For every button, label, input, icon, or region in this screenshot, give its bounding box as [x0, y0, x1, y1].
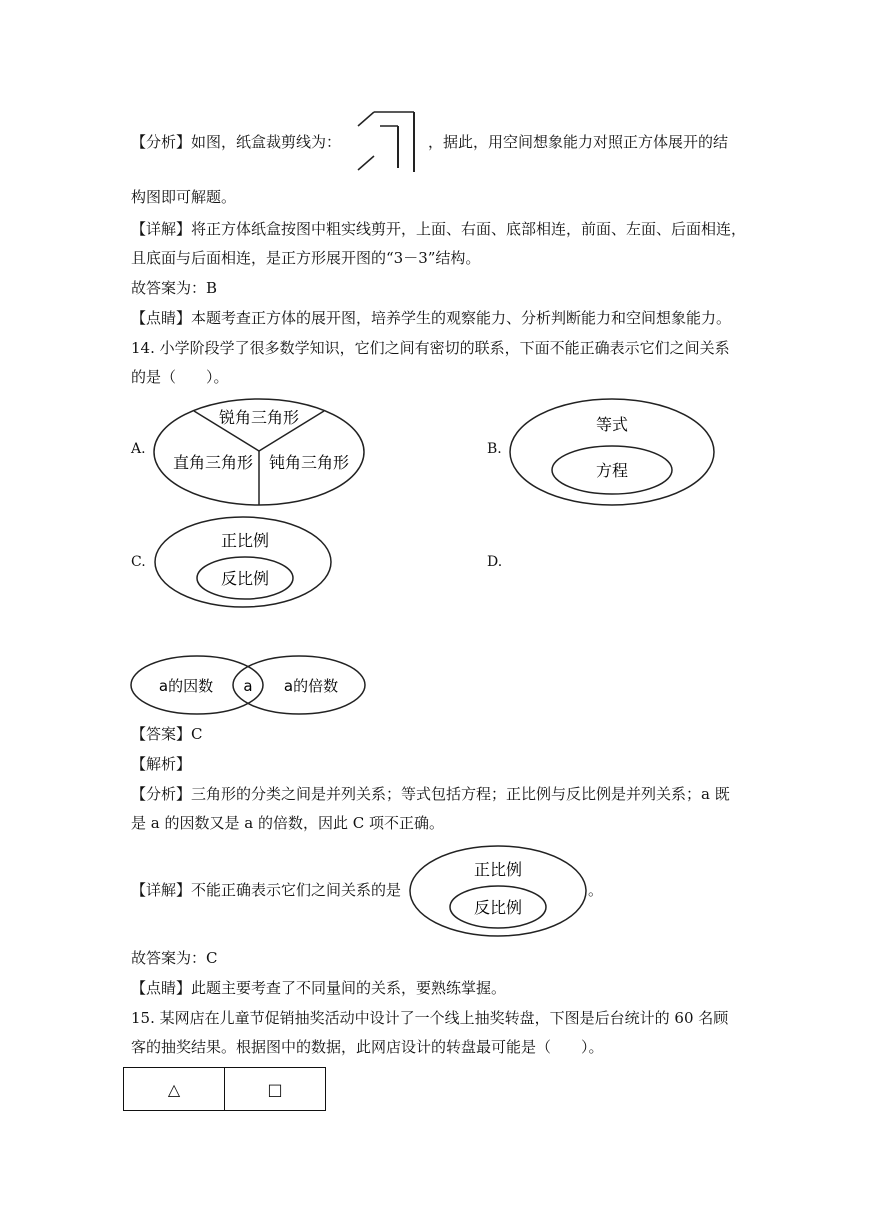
option-b-equation-diagram	[508, 396, 718, 512]
detail-direct-label: 正比例	[473, 860, 523, 879]
q14-detail-suffix: 。	[588, 881, 604, 899]
factor-label: a的因数	[158, 677, 214, 695]
option-d-factor-multiple-diagram	[129, 653, 369, 721]
detail-proportion-diagram	[407, 843, 589, 943]
q14-analysis-line-1: 【分析】三角形的分类之间是并列关系；等式包括方程；正比例与反比例是并列关系；a 既	[131, 785, 730, 803]
lottery-result-table	[123, 1067, 326, 1111]
equation-label: 方程	[595, 461, 629, 480]
square-header-cell: □	[225, 1068, 326, 1111]
q14-stem-line-2: 的是（ ）。	[131, 368, 229, 386]
q14-answer: 【答案】C	[131, 725, 203, 743]
triangle-header-cell: △	[124, 1068, 225, 1111]
q14-final-answer: 故答案为：C	[131, 949, 218, 967]
option-c-proportion-diagram	[152, 514, 334, 614]
option-c-label: C.	[131, 554, 146, 570]
direct-proportion-label: 正比例	[220, 531, 270, 550]
cut-line-top-slant	[358, 112, 374, 126]
q14-comment: 【点睛】此题主要考查了不同量间的关系，要熟练掌握。	[131, 979, 507, 997]
q13-analysis-cont: 构图即可解题。	[131, 188, 237, 206]
q15-stem-line-2: 客的抽奖结果。根据图中的数据，此网店设计的转盘最可能是（ ）。	[131, 1038, 604, 1056]
q13-analysis-suffix: ，据此，用空间想象能力对照正方体展开的结	[428, 133, 729, 151]
q13-detail-line-2: 且底面与后面相连，是正方形展开图的“3－3”结构。	[131, 249, 481, 267]
multiple-label: a的倍数	[283, 677, 339, 695]
q13-comment: 【点睛】本题考查正方体的展开图，培养学生的观察能力、分析判断能力和空间想象能力。	[131, 309, 732, 327]
q14-analysis-line-2: 是 a 的因数又是 a 的倍数，因此 C 项不正确。	[131, 814, 444, 832]
q14-detail-prefix: 【详解】不能正确表示它们之间关系的是	[131, 881, 402, 899]
q14-stem-line-1: 14. 小学阶段学了很多数学知识，它们之间有密切的联系，下面不能正确表示它们之间关系	[131, 339, 730, 357]
inverse-proportion-label: 反比例	[220, 569, 270, 588]
option-b-label: B.	[487, 441, 502, 457]
q15-stem-line-1: 15. 某网店在儿童节促销抽奖活动中设计了一个线上抽奖转盘，下图是后台统计的 60 名顾	[131, 1009, 729, 1027]
intersection-label: a	[243, 677, 253, 695]
q14-explain-head: 【解析】	[131, 755, 192, 773]
q13-answer: 故答案为：B	[131, 279, 218, 297]
q13-detail-line-1: 【详解】将正方体纸盒按图中粗实线剪开，上面、右面、底部相连，前面、左面、后面相连，	[131, 220, 747, 238]
right-triangle-label: 直角三角形	[172, 453, 254, 472]
option-a-label: A.	[131, 441, 146, 457]
equality-label: 等式	[595, 415, 629, 434]
box-cut-line-figure	[352, 106, 422, 180]
detail-inverse-label: 反比例	[473, 898, 523, 917]
table-row	[124, 1068, 326, 1111]
option-d-label: D.	[487, 554, 503, 570]
cut-line-bottom-slant	[358, 156, 374, 170]
obtuse-triangle-label: 钝角三角形	[268, 453, 350, 472]
acute-triangle-label: 锐角三角形	[218, 408, 300, 427]
q13-analysis-prefix: 【分析】如图，纸盒裁剪线为：	[131, 133, 342, 151]
option-a-triangle-classification	[152, 396, 366, 512]
